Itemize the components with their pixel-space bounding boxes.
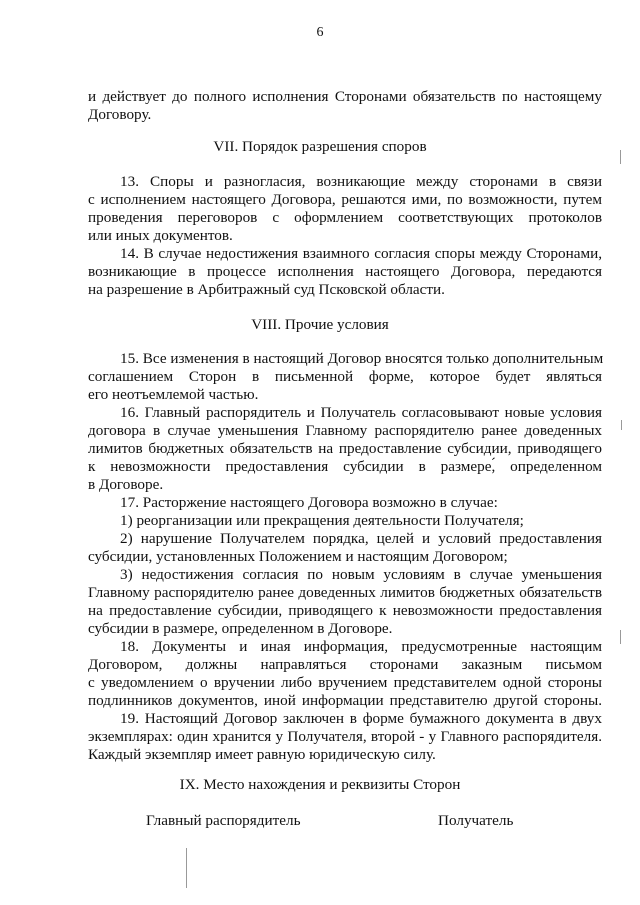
text-line: возникающие в процессе исполнения настоящего Договора, передаются xyxy=(88,263,602,280)
text-line: 16. Главный распорядитель и Получатель согласовывают новые условия xyxy=(120,404,602,421)
scan-mark xyxy=(620,150,621,164)
text-line: на предоставление субсидии, приводящего к невозможности предоставления xyxy=(88,602,602,619)
text-line: субсидии, установленных Положением и настоящим Договором; xyxy=(88,548,508,565)
text-line: Главному распорядителю ранее доведенных лимитов бюджетных обязательств xyxy=(88,584,602,601)
signature-left-label: Главный распорядитель xyxy=(146,812,301,829)
text-line: 15. Все изменения в настоящий Договор вносятся только дополнительным xyxy=(120,350,604,367)
scan-mark xyxy=(620,630,621,644)
text-line: проведения переговоров с оформлением соответствующих протоколов xyxy=(88,209,602,226)
text-line: к невозможности предоставления субсидии в размере,́ определенном xyxy=(88,458,602,475)
text-line: на разрешение в Арбитражный суд Псковской области. xyxy=(88,281,445,298)
signature-right-label: Получатель xyxy=(438,812,514,829)
text-line: субсидии в размере, определенном в Договоре. xyxy=(88,620,393,637)
text-line: 3) недостижения согласия по новым условиям в случае уменьшения xyxy=(120,566,602,583)
scan-mark xyxy=(621,420,622,430)
text-line: в Договоре. xyxy=(88,476,164,493)
text-line: 18. Документы и иная информация, предусмотренные настоящим xyxy=(120,638,602,655)
text-line: 13. Споры и разногласия, возникающие между сторонами в связи xyxy=(120,173,602,190)
text-line: Договором, должны направляться сторонами заказным письмом xyxy=(88,656,602,673)
text-line: лимитов бюджетных обязательств на предоставление субсидии, приводящего xyxy=(88,440,602,457)
section-heading-vii: VII. Порядок разрешения споров xyxy=(213,138,427,155)
text-line: экземплярах: один хранится у Получателя, второй - у Главного распорядителя. xyxy=(88,728,602,745)
text-line: договора в случае уменьшения Главному распорядителю ранее доведенных xyxy=(88,422,602,439)
text-line: соглашением Сторон в письменной форме, которое будет являться xyxy=(88,368,602,385)
page-number: 6 xyxy=(316,25,324,40)
section-heading-viii: VIII. Прочие условия xyxy=(251,316,389,333)
text-line: или иных документов. xyxy=(88,227,233,244)
text-line: 17. Расторжение настоящего Договора возможно в случае: xyxy=(120,494,498,511)
text-line: с исполнением настоящего Договора, решаются ими, по возможности, путем xyxy=(88,191,602,208)
text-line: его неотъемлемой частью. xyxy=(88,386,259,403)
scan-mark xyxy=(186,848,187,888)
text-line: Каждый экземпляр имеет равную юридическую силу. xyxy=(88,746,436,763)
section-heading-ix: IX. Место нахождения и реквизиты Сторон xyxy=(179,776,461,793)
text-line: подлинников документов, иной информации представителю другой стороны. xyxy=(88,692,602,709)
text-line: и действует до полного исполнения Сторонами обязательств по настоящему xyxy=(88,88,602,105)
text-line: 1) реорганизации или прекращения деятельности Получателя; xyxy=(120,512,524,529)
text-line: 14. В случае недостижения взаимного согласия споры между Сторонами, xyxy=(120,245,602,262)
text-line: с уведомлением о вручении либо вручением представителем одной стороны xyxy=(88,674,602,691)
text-line: Договору. xyxy=(88,106,152,123)
text-line: 2) нарушение Получателем порядка, целей и условий предоставления xyxy=(120,530,602,547)
text-line: 19. Настоящий Договор заключен в форме бумажного документа в двух xyxy=(120,710,602,727)
